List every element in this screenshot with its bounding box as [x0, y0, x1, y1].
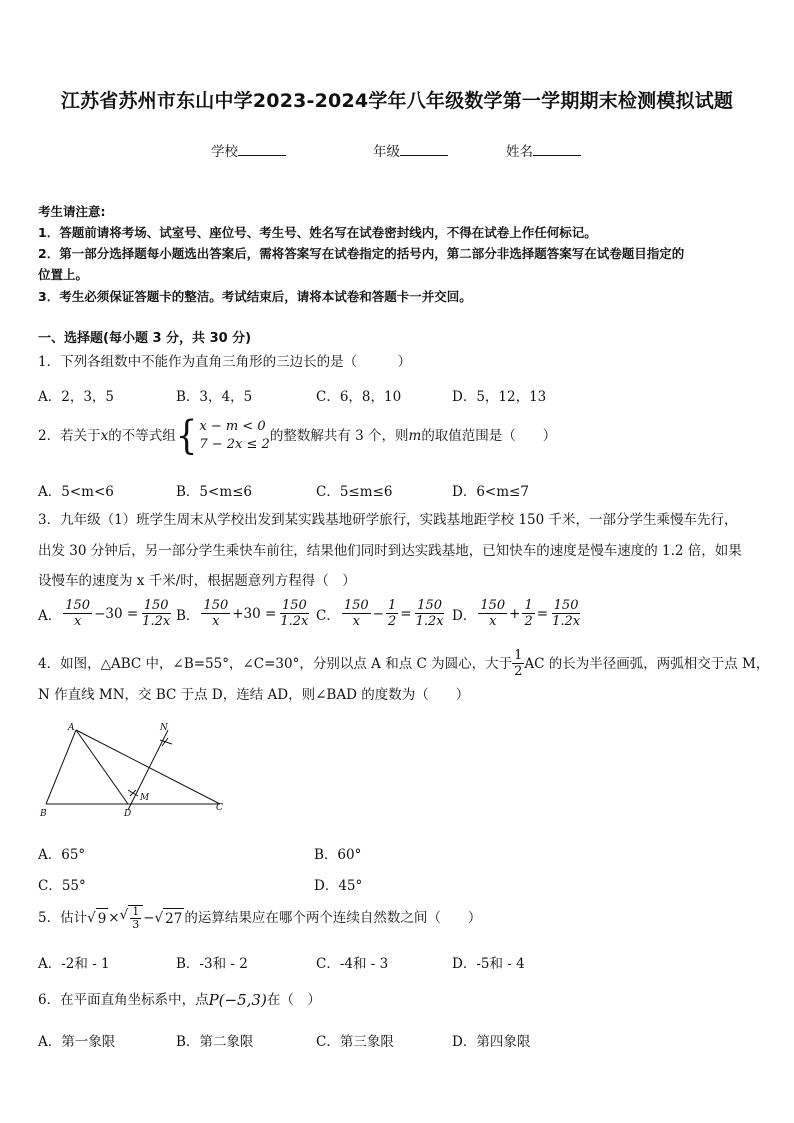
grade-blank[interactable]	[400, 143, 448, 156]
minus-30: −30 =	[94, 605, 139, 622]
q5-pre: 5．估计	[38, 910, 88, 926]
q6-post: 在（ ）	[266, 992, 321, 1008]
left-brace-icon: {	[175, 413, 198, 459]
notice-item-1: 1．答题前请将考场、试室号、座位号、考生号、姓名写在试卷密封线内，不得在试卷上作任何标记。	[38, 225, 597, 240]
q4-option-c[interactable]: C．55°	[38, 878, 86, 894]
q6-stem	[38, 990, 321, 1010]
school-field	[211, 140, 286, 160]
label-m: M	[140, 793, 150, 803]
frac-150-12x: $\frac{150}{1.2x}$	[552, 598, 581, 629]
frac-half: $\frac{1}{2}$	[514, 648, 523, 679]
frac-150-x: $\frac{150}{x}$	[480, 598, 506, 629]
q3-option-a[interactable]	[38, 598, 172, 629]
point-p: P(−5,3)	[208, 991, 267, 1009]
q2-post2: 的取值范围是（ ）	[421, 428, 557, 444]
equals-sign: =	[536, 605, 549, 622]
q4-line-1b: AC 的长为半径画弧，两弧相交于点 M，	[524, 655, 770, 672]
frac-150-x: $\frac{150}{x}$	[65, 598, 91, 629]
frac-150-12x: $\frac{150}{1.2x}$	[142, 598, 171, 629]
q5-option-d[interactable]: D．-5和 - 4	[452, 956, 525, 972]
q5-option-b[interactable]: B．-3和 - 2	[176, 956, 248, 972]
inequality-line-2: 7 − 2x ≤ 2	[199, 437, 270, 452]
segment-ab	[46, 730, 76, 804]
section-heading: 一、选择题(每小题 3 分，共 30 分)	[38, 331, 252, 346]
q5-option-a[interactable]: A．-2和 - 1	[38, 956, 110, 972]
notice-item-2: 2．第一部分选择题每小题选出答案后，需将答案写在试卷指定的括号内，第二部分非选择题答案写在试卷题目指定的	[38, 246, 685, 261]
equals-sign: =	[400, 605, 412, 622]
q6-option-c[interactable]: C．第三象限	[316, 1034, 394, 1050]
q4-line-2: N 作直线 MN，交 BC 于点 D，连结 AD，则∠BAD 的度数为（ ）	[38, 687, 470, 703]
q3-option-b[interactable]	[176, 598, 310, 629]
name-label: 姓名	[506, 144, 533, 160]
segment-ad	[76, 730, 128, 804]
q3-option-a-letter: A．	[38, 607, 62, 624]
label-c: C	[216, 803, 223, 813]
sqrt-1-3: √ $\frac{1}{3}$	[120, 905, 144, 931]
minus-sign: −	[372, 605, 384, 622]
school-blank[interactable]	[238, 143, 286, 156]
name-blank[interactable]	[533, 143, 581, 156]
plus-sign: +	[509, 605, 521, 622]
notice-item-3: 3．考生必须保证答题卡的整洁。考试结束后，请将本试卷和答题卡一并交回。	[38, 289, 472, 304]
frac-150-x: $\frac{150}{x}$	[203, 598, 229, 629]
q5-stem	[38, 905, 481, 931]
sqrt-9: √ 9	[87, 909, 107, 927]
times-sign: ×	[108, 910, 120, 926]
q1-option-c[interactable]: C．6，8，10	[316, 389, 402, 405]
q4-option-d[interactable]: D．45°	[314, 878, 363, 894]
frac-150-12x: $\frac{150}{1.2x}$	[415, 598, 444, 629]
q1-option-d[interactable]: D．5，12，13	[452, 389, 547, 405]
q3-line-1: 3．九年级（1）班学生周末从学校出发到某实践基地研学旅行，实践基地距学校 150 千米，一部分学生乘慢车先行，	[38, 512, 738, 528]
grade-field	[373, 140, 448, 160]
q2-option-b[interactable]: B．5<m≤6	[176, 484, 253, 500]
frac-1-2: $\frac{1}{2}$	[387, 598, 397, 629]
inequality-line-1: x − m < 0	[199, 419, 266, 434]
q1-stem: 1．下列各组数中不能作为直角三角形的三边长的是（ ）	[38, 354, 412, 370]
frac-1-2: $\frac{1}{2}$	[524, 598, 533, 629]
triangle-figure	[36, 718, 236, 824]
label-b: B	[40, 809, 47, 819]
frac-150-x: $\frac{150}{x}$	[343, 598, 369, 629]
q6-pre: 6．在平面直角坐标系中，点	[38, 992, 209, 1008]
notice-item-2-cont: 位置上。	[38, 267, 89, 282]
label-n: N	[160, 723, 168, 733]
q3-option-b-letter: B．	[176, 607, 200, 624]
q4-option-b[interactable]: B．60°	[314, 847, 362, 863]
grade-label: 年级	[373, 144, 400, 160]
q2-mid: 的不等式组	[108, 428, 176, 444]
q2-stem	[38, 413, 557, 459]
page-title: 江苏省苏州市东山中学2023-2024学年八年级数学第一学期期末检测模拟试题	[60, 90, 734, 112]
q3-option-c[interactable]	[316, 598, 446, 629]
q2-option-d[interactable]: D．6<m≤7	[452, 484, 529, 500]
q4-option-a[interactable]: A．65°	[38, 847, 86, 863]
label-a: A	[68, 723, 75, 733]
q3-option-d[interactable]	[452, 598, 582, 629]
q2-post1: 的整数解共有 3 个，则	[269, 428, 409, 444]
q3-option-c-letter: C．	[316, 607, 340, 624]
q3-line-3: 设慢车的速度为 x 千米/时，根据题意列方程得（ ）	[38, 573, 356, 589]
frac-150-12x: $\frac{150}{1.2x}$	[280, 598, 309, 629]
name-field	[506, 140, 581, 160]
q6-option-a[interactable]: A．第一象限	[38, 1034, 116, 1050]
q2-option-a[interactable]: A．5<m<6	[38, 484, 114, 500]
q2-var-x: x	[100, 428, 109, 444]
label-d: D	[124, 809, 132, 819]
q3-option-d-letter: D．	[452, 607, 477, 624]
plus-30: +30 =	[232, 605, 277, 622]
q5-post: 的运算结果应在哪个两个连续自然数之间（ ）	[184, 910, 482, 926]
minus-sign: −	[143, 910, 155, 926]
q3-line-2: 出发 30 分钟后，另一部分学生乘快车前往，结果他们同时到达实践基地，已知快车的速度是慢车速度的 1.2 倍，如果	[38, 543, 742, 559]
sqrt-27: √ 27	[154, 909, 183, 927]
q5-option-c[interactable]: C．-4和 - 3	[316, 956, 389, 972]
inequality-system	[175, 413, 270, 459]
q2-option-c[interactable]: C．5≤m≤6	[316, 484, 393, 500]
q1-option-a[interactable]: A．2，3，5	[38, 389, 115, 405]
q2-pre: 2．若关于	[38, 428, 101, 444]
notice-heading: 考生请注意:	[38, 204, 106, 219]
q6-option-d[interactable]: D．第四象限	[452, 1034, 531, 1050]
q1-option-b[interactable]: B．3，4，5	[176, 389, 253, 405]
q4-line-1a: 4．如图，△ABC 中，∠B=55°，∠C=30°，分别以点 A 和点 C 为圆心，大于	[38, 655, 513, 672]
q2-var-m: m	[408, 428, 422, 444]
q6-option-b[interactable]: B．第二象限	[176, 1034, 254, 1050]
q4-line-1	[38, 648, 769, 679]
school-label: 学校	[211, 144, 238, 160]
